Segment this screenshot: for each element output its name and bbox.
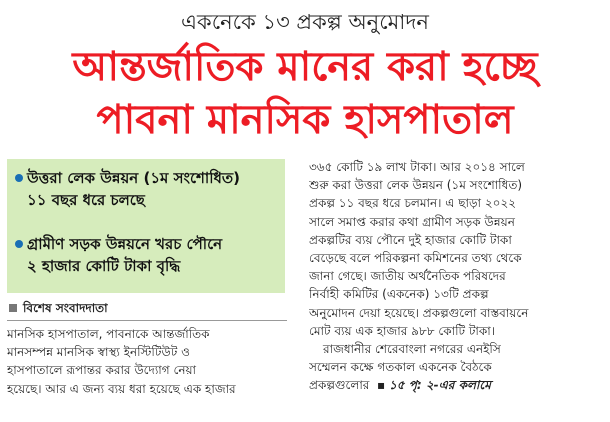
highlight-line: উত্তরা লেক উন্নয়ন (১ম সংশোধিত) <box>27 169 241 187</box>
square-marker-icon <box>9 304 17 312</box>
continuation-marker-icon: ▪ <box>373 378 389 393</box>
left-column-text <box>7 325 287 398</box>
highlight-line: ১১ বছর ধরে চলছে <box>27 191 145 209</box>
continuation-reference[interactable]: ১৫ পৃ: ২-এর কলামে <box>389 378 491 393</box>
text-line-end: প্রকল্পগুলোর <box>309 378 370 393</box>
highlight-item <box>15 233 281 277</box>
text-line: জানা গেছে। জাতীয় অর্থনৈতিক পরিষদের <box>309 269 506 284</box>
text-line: রাজধানীর শেরেবাংলা নগরের এনইসি <box>323 342 501 357</box>
text-line: প্রকল্প ১১ বছর ধরে চলমান। এ ছাড়া ২০২২ <box>309 196 517 211</box>
text-line: মানসম্পন্ন মানসিক স্বাস্থ্য ইনস্টিটিউট ও <box>7 345 190 360</box>
text-line: হাসপাতালে রূপান্তর করার উদ্যোগ নেয়া <box>7 363 197 378</box>
headline-line-2: পাবনা মানসিক হাসপাতাল <box>96 97 514 143</box>
highlight-line: গ্রামীণ সড়ক উন্নয়নে খরচ পৌনে <box>27 235 223 253</box>
text-line: নির্বাহী কমিটির (একনেক) ১৩টি প্রকল্প <box>309 287 489 302</box>
text-line: মানসিক হাসপাতাল, পাবনাকে আন্তর্জাতিক <box>7 327 210 341</box>
right-column-text <box>309 158 605 395</box>
kicker: একনেকে ১৩ প্রকল্প অনুমোদন <box>181 10 429 34</box>
text-line: সালে সমাপ্ত করার কথা গ্রামীণ সড়ক উন্নয়ন <box>309 214 515 229</box>
bullet-dot-icon <box>15 174 23 182</box>
highlight-line: ২ হাজার কোটি টাকা বৃদ্ধি <box>27 257 181 275</box>
text-line: প্রকল্পটির ব্যয় পৌনে দুই হাজার কোটি টাকা <box>309 232 512 247</box>
headline-line-1: আন্তর্জাতিক মানের করা হচ্ছে <box>72 44 538 90</box>
text-line: সম্মেলন কক্ষে গতকাল একনেক বৈঠকে <box>309 360 492 375</box>
text-line: বেড়েছে বলে পরিকল্পনা কমিশনের তথ্য থেকে <box>309 251 522 266</box>
divider <box>7 320 287 321</box>
bullet-dot-icon <box>15 240 23 248</box>
byline-text: বিশেষ সংবাদদাতা <box>23 301 108 315</box>
text-line: হয়েছে। আর এ জন্য ব্যয় ধরা হয়েছে এক হাজার <box>7 381 236 396</box>
text-line: শুরু করা উত্তরা লেক উন্নয়ন (১ম সংশোধিত) <box>309 178 523 193</box>
text-line: মোট ব্যয় এক হাজার ৯৮৮ কোটি টাকা। <box>309 323 496 338</box>
byline <box>9 300 108 320</box>
text-line <box>309 376 605 394</box>
text-line: ৩৬৫ কোটি ১৯ লাখ টাকা। আর ২০১৪ সালে <box>309 160 525 174</box>
highlight-item <box>15 167 281 211</box>
text-line: অনুমোদন দেয়া হয়েছে। প্রকল্পগুলো বাস্তবায়নে <box>309 305 529 320</box>
highlight-box <box>7 159 285 293</box>
